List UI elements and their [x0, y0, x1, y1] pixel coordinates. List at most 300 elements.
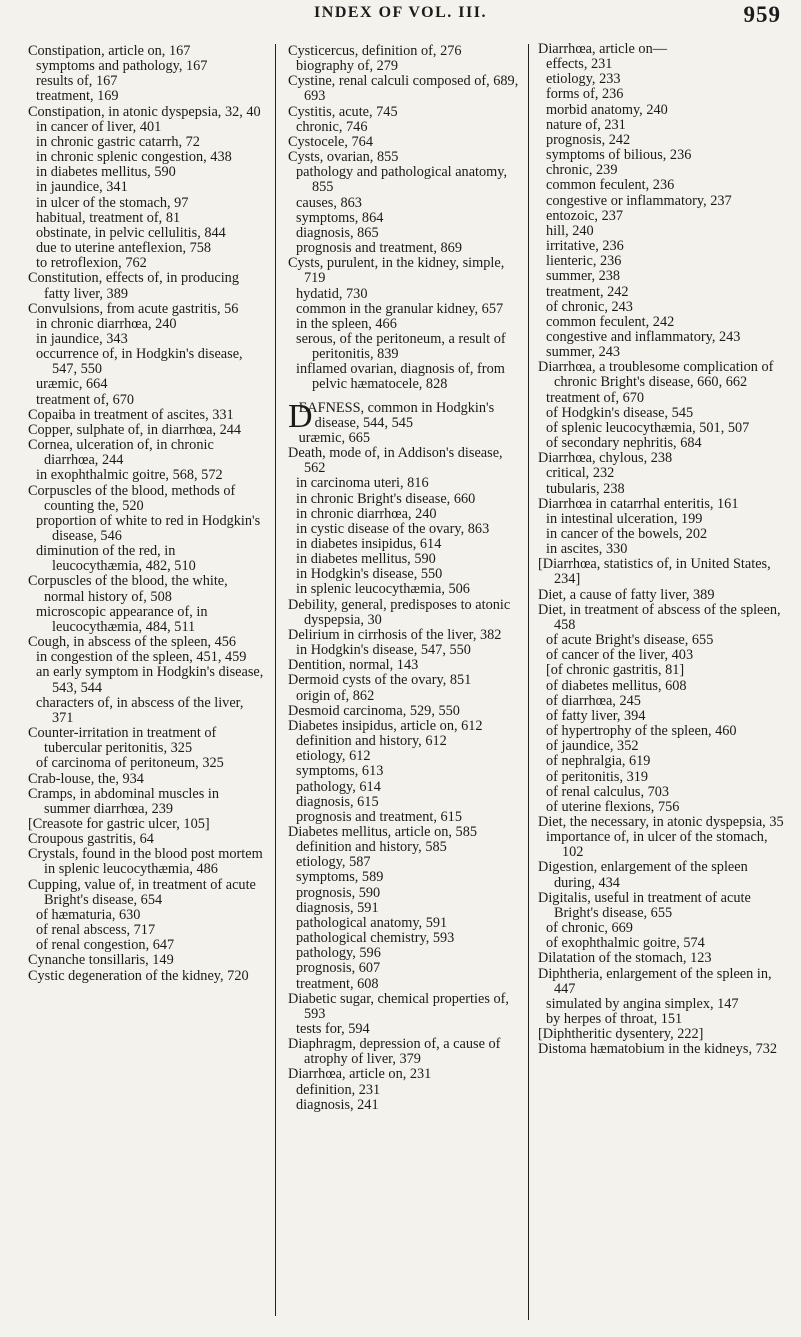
- index-subentry: [288, 165, 526, 195]
- entry-text: of diarrhœa, 245: [546, 692, 641, 709]
- index-subentry: [288, 59, 526, 74]
- index-subentry: [28, 756, 268, 771]
- entry-text: effects, 231: [546, 56, 613, 73]
- entry-text: in jaundice, 343: [36, 330, 128, 347]
- entry-text: congestive and inflammatory, 243: [546, 328, 741, 345]
- entry-text: of peritonitis, 319: [546, 768, 649, 785]
- index-subentry: [538, 163, 784, 178]
- index-subentry: [28, 393, 268, 408]
- entry-text: Delirium in cirrhosis of the liver, 382: [288, 626, 502, 643]
- index-entry: [538, 588, 784, 603]
- entry-text: symptoms, 589: [296, 869, 384, 886]
- index-subentry: [538, 830, 784, 860]
- index-entry: [28, 832, 268, 847]
- index-entry: [288, 1067, 526, 1082]
- entry-text: of hæmaturia, 630: [36, 906, 141, 923]
- entry-text: symptoms, 864: [296, 209, 384, 226]
- index-subentry: [538, 57, 784, 72]
- entry-text: in diabetes mellitus, 590: [36, 164, 176, 181]
- entry-text: Cysts, ovarian, 855: [288, 149, 399, 166]
- entry-text: serous, of the peritoneum, a result of peritonitis, 839: [296, 330, 506, 363]
- index-subentry: [28, 74, 268, 89]
- index-subentry: [28, 514, 268, 544]
- index-subentry: [538, 466, 784, 481]
- entry-text: hydatid, 730: [296, 285, 368, 302]
- entry-text: of cancer of the liver, 403: [546, 647, 694, 664]
- index-subentry: [538, 527, 784, 542]
- index-subentry: [288, 537, 526, 552]
- index-subentry: [538, 421, 784, 436]
- entry-text: Digestion, enlargement of the spleen during, 434: [538, 859, 748, 891]
- entry-text: Diet, a cause of fatty liver, 389: [538, 586, 715, 603]
- entry-text: in Hodgkin's disease, 547, 550: [296, 642, 471, 659]
- index-subentry: [538, 406, 784, 421]
- entry-text: due to uterine anteflexion, 758: [36, 240, 212, 257]
- index-subentry: [288, 643, 526, 658]
- index-subentry: [288, 552, 526, 567]
- index-subentry: [288, 476, 526, 491]
- entry-text: Diphtheria, enlargement of the spleen in, 447: [538, 965, 772, 997]
- index-entry: [538, 967, 784, 997]
- index-subentry: [28, 665, 268, 695]
- index-subentry: [538, 345, 784, 360]
- index-entry: [28, 484, 268, 514]
- entry-text: Debility, general, predisposes to atonic dyspepsia, 30: [288, 596, 511, 628]
- index-subentry: [538, 512, 784, 527]
- entry-text: by herpes of throat, 151: [546, 1011, 683, 1027]
- entry-text: Diet, the necessary, in atonic dyspepsia, 35: [538, 813, 784, 830]
- index-entry: [288, 598, 526, 628]
- entry-text: common feculent, 236: [546, 177, 675, 194]
- index-subentry: [538, 224, 784, 239]
- index-subentry: [538, 482, 784, 497]
- entry-text: occurrence of, in Hodgkin's disease, 547, 550: [36, 346, 243, 378]
- index-subentry: [288, 522, 526, 537]
- entry-text: summer, 238: [546, 268, 621, 285]
- entry-text: Constipation, article on, 167: [28, 44, 191, 59]
- index-entry: [28, 817, 268, 832]
- index-entry: [538, 1027, 784, 1042]
- entry-text: in cystic disease of the ovary, 863: [296, 520, 490, 537]
- index-subentry: [288, 931, 526, 946]
- index-entry: [538, 1042, 784, 1057]
- entry-text: Digitalis, useful in treatment of acute Bright's disease, 655: [538, 889, 751, 921]
- index-entry: [28, 423, 268, 438]
- entry-text: [Creasote for gastric ulcer, 105]: [28, 815, 210, 832]
- index-entry: [28, 105, 268, 120]
- index-columns: [0, 44, 801, 1324]
- page-number: 959: [743, 2, 781, 27]
- entry-text: pathology, 614: [296, 778, 381, 795]
- index-subentry: [538, 315, 784, 330]
- entry-text: tests for, 594: [296, 1021, 370, 1037]
- entry-text: of diabetes mellitus, 608: [546, 677, 687, 694]
- entry-text: in intestinal ulceration, 199: [546, 510, 703, 527]
- entry-text: Dermoid cysts of the ovary, 851: [288, 672, 472, 689]
- index-subentry: [288, 567, 526, 582]
- index-subentry: [538, 87, 784, 102]
- index-subentry: [28, 923, 268, 938]
- entry-text: prognosis and treatment, 615: [296, 808, 462, 825]
- index-entry: [288, 658, 526, 673]
- entry-text: Cornea, ulceration of, in chronic diarrhœa, 244: [28, 437, 214, 469]
- entry-text: Convulsions, from acute gastritis, 56: [28, 300, 239, 317]
- entry-text: Diarrhœa, article on, 231: [288, 1066, 432, 1083]
- entry-text: treatment of, 670: [546, 389, 645, 406]
- entry-text: diminution of the red, in leucocythæmia, 482, 510: [36, 543, 196, 575]
- index-entry: [288, 719, 526, 734]
- entry-text: of chronic, 243: [546, 298, 633, 315]
- entry-text: in ulcer of the stomach, 97: [36, 194, 189, 211]
- index-subentry: [28, 211, 268, 226]
- entry-text: symptoms, 613: [296, 763, 384, 780]
- entry-text: in cancer of liver, 401: [36, 118, 162, 135]
- entry-text: Cynanche tonsillaris, 149: [28, 952, 174, 969]
- index-entry: [28, 302, 268, 317]
- index-entry: [288, 1037, 526, 1067]
- index-entry: [28, 635, 268, 650]
- entry-text: pathological chemistry, 593: [296, 930, 455, 947]
- index-subentry: [538, 754, 784, 769]
- entry-text: uræmic, 665: [298, 429, 371, 446]
- entry-text: Diarrhœa in catarrhal enteritis, 161: [538, 495, 739, 512]
- index-subentry: [28, 938, 268, 953]
- entry-text: results of, 167: [36, 73, 118, 90]
- index-entry: [538, 451, 784, 466]
- index-subentry: [288, 764, 526, 779]
- index-subentry: [538, 997, 784, 1012]
- entry-text: Diabetic sugar, chemical properties of, 593: [288, 990, 509, 1022]
- index-subentry: [28, 605, 268, 635]
- entry-text: in congestion of the spleen, 451, 459: [36, 649, 247, 666]
- index-subentry: [538, 785, 784, 800]
- entry-text: in the spleen, 466: [296, 315, 397, 332]
- entry-text: Copaiba in treatment of ascites, 331: [28, 406, 234, 423]
- entry-text: critical, 232: [546, 465, 615, 482]
- entry-text: summer, 243: [546, 344, 621, 361]
- entry-text: in cancer of the bowels, 202: [546, 526, 708, 542]
- entry-text: in chronic diarrhœa, 240: [296, 505, 437, 522]
- index-subentry: [288, 120, 526, 135]
- entry-text: Corpuscles of the blood, methods of counting the, 520: [28, 482, 236, 514]
- index-subentry: [288, 1083, 526, 1098]
- entry-text: in chronic diarrhœa, 240: [36, 315, 177, 332]
- entry-text: habitual, treatment of, 81: [36, 209, 181, 226]
- index-subentry: [538, 694, 784, 709]
- entry-text: pathological anatomy, 591: [296, 914, 448, 931]
- index-subentry: [538, 118, 784, 133]
- index-entry: [288, 704, 526, 719]
- entry-text: Diarrhœa, a troublesome complication of chronic Bright's disease, 660, 662: [538, 359, 774, 391]
- entry-text: prognosis, 590: [296, 884, 381, 901]
- entry-text: in ascites, 330: [546, 541, 628, 558]
- index-subentry: [538, 436, 784, 451]
- index-subentry: [288, 886, 526, 901]
- index-subentry: [538, 209, 784, 224]
- entry-text: of acute Bright's disease, 655: [546, 632, 714, 649]
- index-subentry: [538, 679, 784, 694]
- entry-text: microscopic appearance of, in leucocythæmia, 484, 511: [36, 603, 208, 635]
- index-entry: [538, 603, 784, 633]
- entry-text: etiology, 612: [296, 748, 371, 765]
- index-subentry: [28, 544, 268, 574]
- index-subentry: [288, 317, 526, 332]
- entry-text: [Diphtheritic dysentery, 222]: [538, 1026, 704, 1043]
- entry-text: definition and history, 612: [296, 733, 447, 750]
- index-subentry: [288, 840, 526, 855]
- column-divider: [275, 44, 276, 1316]
- index-entry: [288, 446, 526, 476]
- entry-text: of secondary nephritis, 684: [546, 435, 702, 452]
- entry-text: in chronic Bright's disease, 660: [296, 490, 476, 507]
- index-subentry: [28, 59, 268, 74]
- index-subentry: [28, 332, 268, 347]
- index-subentry: [28, 165, 268, 180]
- index-subentry: [28, 908, 268, 923]
- index-subentry: [538, 724, 784, 739]
- entry-text: treatment, 608: [296, 975, 379, 992]
- entry-text: Corpuscles of the blood, the white, normal history of, 508: [28, 573, 228, 605]
- entry-text: hill, 240: [546, 222, 594, 239]
- index-subentry: [538, 103, 784, 118]
- index-subentry: [538, 936, 784, 951]
- entry-text: etiology, 233: [546, 71, 621, 88]
- entry-text: of hypertrophy of the spleen, 460: [546, 723, 737, 740]
- entry-text: irritative, 236: [546, 238, 624, 255]
- index-entry: [538, 360, 784, 390]
- entry-text: Dilatation of the stomach, 123: [538, 950, 712, 967]
- index-subentry: [28, 89, 268, 104]
- entry-text: origin of, 862: [296, 687, 375, 704]
- entry-text: proportion of white to red in Hodgkin's disease, 546: [36, 512, 261, 544]
- entry-text: inflamed ovarian, diagnosis of, from pelvic hæmatocele, 828: [296, 361, 505, 393]
- entry-text: Desmoid carcinoma, 529, 550: [288, 702, 460, 719]
- index-subentry: [288, 795, 526, 810]
- index-subentry: [538, 770, 784, 785]
- index-subentry: [538, 663, 784, 678]
- index-subentry: [288, 287, 526, 302]
- entry-text: treatment, 169: [36, 88, 119, 105]
- entry-text: Diarrhœa, article on—: [538, 42, 668, 57]
- entry-text: forms of, 236: [546, 86, 624, 103]
- index-entry: [28, 878, 268, 908]
- entry-text: of renal calculus, 703: [546, 783, 670, 800]
- index-subentry: [288, 855, 526, 870]
- index-subentry: [28, 347, 268, 377]
- index-subentry: [288, 226, 526, 241]
- index-entry: [28, 953, 268, 968]
- entry-text: in carcinoma uteri, 816: [296, 475, 429, 492]
- index-subentry: [28, 120, 268, 135]
- index-entry: [538, 815, 784, 830]
- entry-text: an early symptom in Hodgkin's disease, 543, 544: [36, 664, 264, 696]
- entry-text: Distoma hæmatobium in the kidneys, 732: [538, 1041, 778, 1058]
- entry-text: causes, 863: [296, 194, 362, 211]
- index-subentry: [28, 180, 268, 195]
- entry-text: in Hodgkin's disease, 550: [296, 566, 443, 583]
- index-subentry: [28, 256, 268, 271]
- index-entry: [28, 726, 268, 756]
- entry-text: pathology and pathological anatomy, 855: [296, 164, 508, 196]
- entry-text: Diaphragm, depression of, a cause of atrophy of liver, 379: [288, 1036, 501, 1068]
- index-subentry: [538, 133, 784, 148]
- index-subentry: [288, 582, 526, 597]
- entry-text: of renal abscess, 717: [36, 922, 156, 939]
- entry-text: definition and history, 585: [296, 839, 447, 856]
- entry-text: in splenic leucocythæmia, 506: [296, 581, 470, 598]
- entry-text: Cramps, in abdominal muscles in summer diarrhœa, 239: [28, 785, 219, 817]
- entry-text: in jaundice, 341: [36, 179, 128, 196]
- entry-text: in chronic gastric catarrh, 72: [36, 133, 200, 150]
- index-entry: [28, 44, 268, 59]
- index-subentry: [288, 1022, 526, 1037]
- index-subentry: [538, 269, 784, 284]
- entry-text: nature of, 231: [546, 116, 626, 133]
- entry-text: Cystitis, acute, 745: [288, 103, 398, 120]
- index-column-3: [532, 42, 784, 1322]
- index-subentry: [288, 749, 526, 764]
- index-entry: [28, 574, 268, 604]
- index-entry: [538, 497, 784, 512]
- index-subentry: [28, 150, 268, 165]
- index-subentry: [288, 977, 526, 992]
- entry-text: of uterine flexions, 756: [546, 798, 680, 815]
- entry-text: Cystocele, 764: [288, 133, 373, 150]
- entry-text: chronic, 239: [546, 162, 618, 179]
- entry-text: Cough, in abscess of the spleen, 456: [28, 634, 237, 651]
- index-entry: [288, 44, 526, 59]
- index-subentry: [538, 300, 784, 315]
- entry-text: diagnosis, 865: [296, 224, 379, 241]
- index-subentry: [288, 901, 526, 916]
- index-subentry: [538, 148, 784, 163]
- entry-text: of exophthalmic goitre, 574: [546, 935, 705, 952]
- index-entry: [28, 787, 268, 817]
- index-subentry: [538, 1012, 784, 1027]
- index-subentry: [288, 492, 526, 507]
- index-subentry: [538, 921, 784, 936]
- entry-text: Copper, sulphate of, in diarrhœa, 244: [28, 421, 242, 438]
- index-subentry: [288, 961, 526, 976]
- entry-text: Diet, in treatment of abscess of the spleen, 458: [538, 601, 781, 633]
- index-subentry: [288, 211, 526, 226]
- index-entry: [288, 74, 526, 104]
- index-subentry: [538, 72, 784, 87]
- index-subentry: [538, 633, 784, 648]
- index-entry: [288, 397, 526, 435]
- entry-text: of nephralgia, 619: [546, 753, 651, 770]
- entry-text: treatment, 242: [546, 283, 629, 300]
- entry-text: Crab-louse, the, 934: [28, 770, 144, 787]
- entry-text: Constitution, effects of, in producing fatty liver, 389: [28, 270, 239, 302]
- page-header: [0, 4, 801, 34]
- index-entry: [288, 150, 526, 165]
- entry-text: to retroflexion, 762: [36, 255, 147, 272]
- drop-cap-letter: D: [288, 397, 313, 435]
- index-subentry: [538, 330, 784, 345]
- index-entry: [288, 673, 526, 688]
- entry-text: in chronic splenic congestion, 438: [36, 149, 232, 166]
- entry-text: Death, mode of, in Addison's disease, 562: [288, 445, 503, 477]
- entry-text: Diarrhœa, chylous, 238: [538, 450, 673, 467]
- index-subentry: [28, 317, 268, 332]
- index-subentry: [288, 507, 526, 522]
- entry-text: of jaundice, 352: [546, 738, 639, 755]
- entry-text: Cystine, renal calculi composed of, 689, 693: [288, 73, 519, 105]
- entry-text: [Diarrhœa, statistics of, in United States, 234]: [538, 556, 771, 588]
- entry-text: diagnosis, 591: [296, 899, 379, 916]
- entry-text: in diabetes insipidus, 614: [296, 536, 442, 552]
- entry-text: of Hodgkin's disease, 545: [546, 404, 694, 421]
- entry-text: symptoms of bilious, 236: [546, 147, 692, 164]
- index-column-1: [28, 44, 268, 1324]
- entry-text: of splenic leucocythæmia, 501, 507: [546, 419, 750, 436]
- index-subentry: [288, 431, 526, 446]
- index-entry: [288, 135, 526, 150]
- entry-text: Crystals, found in the blood post mortem in splenic leucocythæmia, 486: [28, 846, 263, 878]
- entry-text: Counter-irritation in treatment of tubercular peritonitis, 325: [28, 725, 217, 757]
- index-subentry: [288, 689, 526, 704]
- entry-text: treatment of, 670: [36, 391, 135, 408]
- index-subentry: [288, 302, 526, 317]
- entry-text: prognosis, 242: [546, 131, 631, 148]
- index-subentry: [538, 709, 784, 724]
- index-entry: [288, 256, 526, 286]
- index-subentry: [538, 194, 784, 209]
- index-subentry: [28, 135, 268, 150]
- index-subentry: [28, 226, 268, 241]
- entry-text: common feculent, 242: [546, 313, 675, 330]
- entry-text: Cysts, purulent, in the kidney, simple, 719: [288, 255, 505, 287]
- index-subentry: [538, 800, 784, 815]
- entry-text: characters of, in abscess of the liver, 371: [36, 694, 244, 726]
- index-entry: [538, 860, 784, 890]
- entry-text: importance of, in ulcer of the stomach, 102: [546, 829, 768, 861]
- entry-text: biography of, 279: [296, 58, 399, 75]
- index-entry: [538, 891, 784, 921]
- entry-text: EAFNESS, common in Hodgkin's disease, 544, 545: [298, 399, 495, 431]
- index-subentry: [538, 739, 784, 754]
- entry-text: in diabetes mellitus, 590: [296, 551, 436, 568]
- entry-text: tubularis, 238: [546, 480, 625, 497]
- entry-text: Diabetes insipidus, article on, 612: [288, 717, 483, 734]
- index-subentry: [28, 241, 268, 256]
- index-entry: [538, 951, 784, 966]
- entry-text: Diabetes mellitus, article on, 585: [288, 823, 477, 840]
- entry-text: diagnosis, 615: [296, 793, 379, 810]
- index-subentry: [288, 780, 526, 795]
- entry-text: of carcinoma of peritoneum, 325: [36, 755, 224, 772]
- index-entry: [28, 438, 268, 468]
- index-entry: [538, 557, 784, 587]
- index-entry: [288, 628, 526, 643]
- entry-text: entozoic, 237: [546, 207, 624, 224]
- index-subentry: [28, 377, 268, 392]
- index-subentry: [538, 178, 784, 193]
- index-subentry: [28, 468, 268, 483]
- entry-text: symptoms and pathology, 167: [36, 58, 208, 75]
- index-subentry: [28, 196, 268, 211]
- index-subentry: [288, 916, 526, 931]
- index-subentry: [538, 285, 784, 300]
- entry-text: morbid anatomy, 240: [546, 101, 668, 118]
- entry-text: chronic, 746: [296, 118, 368, 135]
- index-entry: [288, 105, 526, 120]
- entry-text: uræmic, 664: [36, 376, 108, 393]
- index-entry: [28, 969, 268, 984]
- entry-text: in exophthalmic goitre, 568, 572: [36, 467, 223, 484]
- index-subentry: [288, 810, 526, 825]
